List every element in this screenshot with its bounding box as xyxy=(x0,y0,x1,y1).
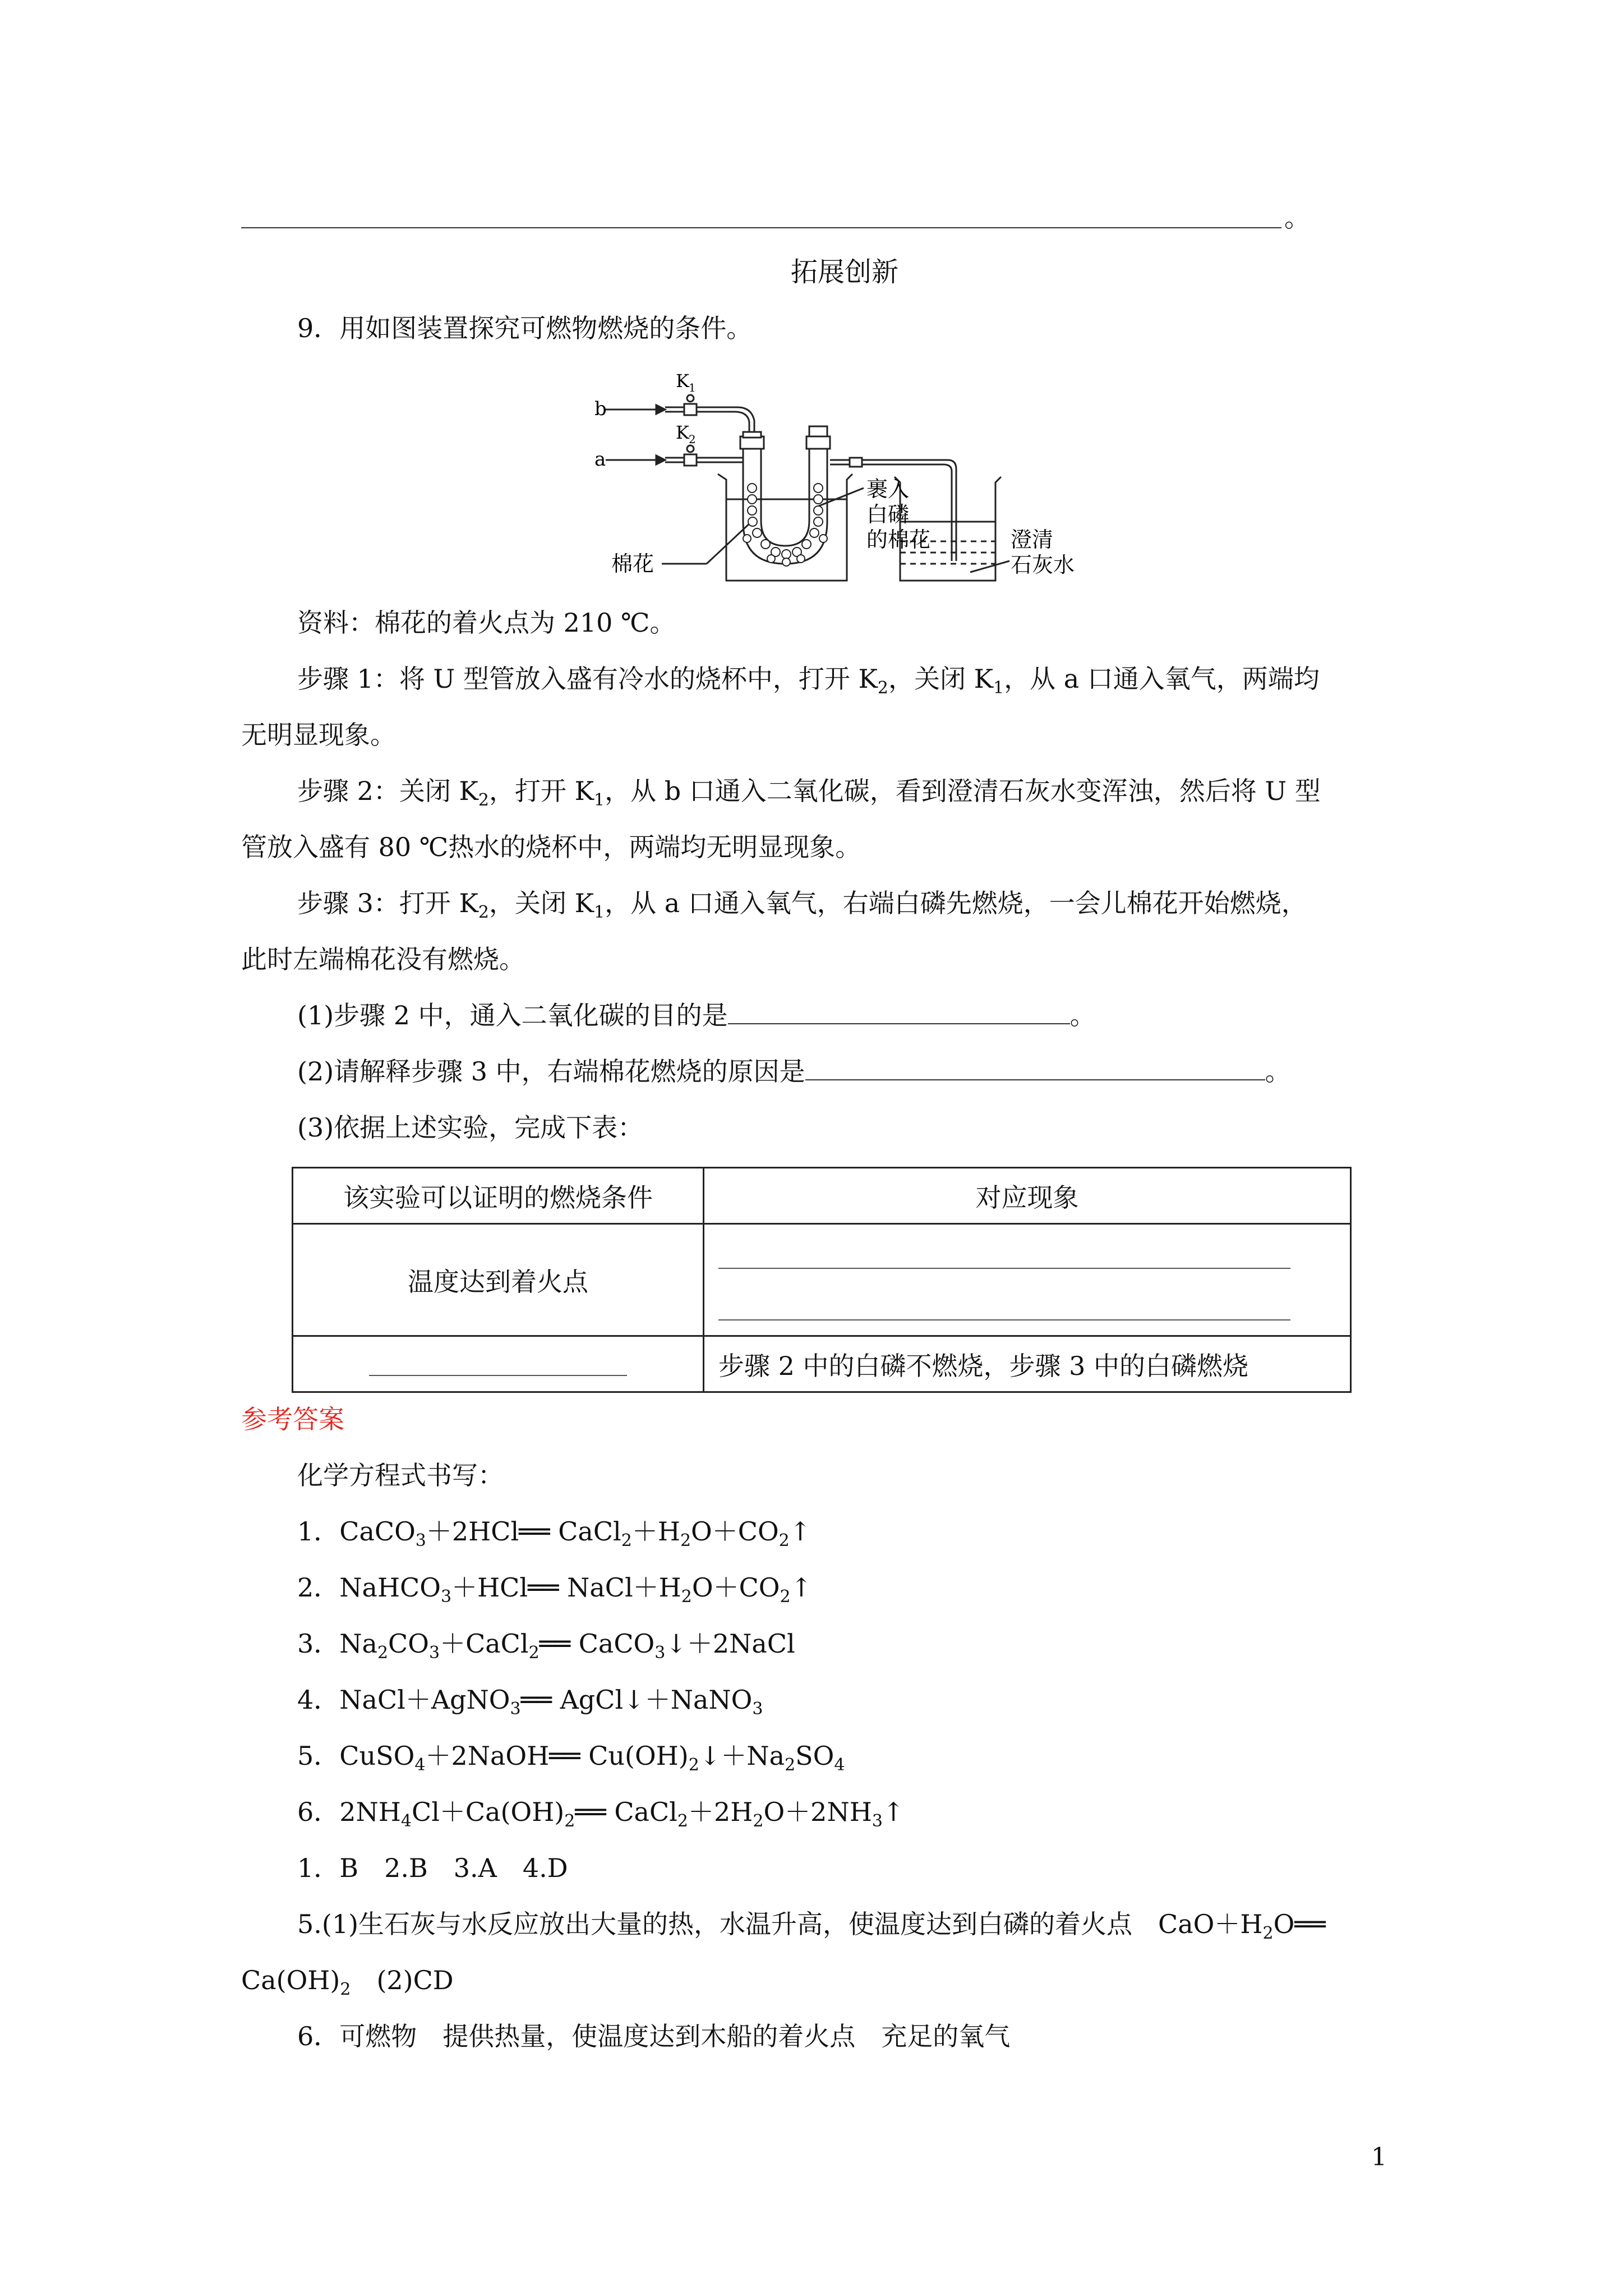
label-wrapped-1: 裹入 xyxy=(866,477,910,501)
step-3-cont: 此时左端棉花没有燃烧。 xyxy=(241,944,525,974)
step-2: 步骤 2：关闭 $K_2$，打开 $K_1$，从 b 口通入二氧化碳，看到澄清石灰水变浑浊，然后将 U 型 xyxy=(297,776,1321,810)
cotton-balls xyxy=(743,484,827,566)
answers-heading: 参考答案 xyxy=(241,1404,344,1434)
label-k2-sub: 2 xyxy=(689,432,696,446)
table-row xyxy=(293,1168,1351,1224)
sub-question-2: (2)请解释步骤 3 中，右端棉花燃烧的原因是 。 xyxy=(297,1056,1291,1087)
equation-3: 3．$Na_2CO_3+CaCl_2══$ CaCO$_3$↓＋2NaCl xyxy=(297,1628,795,1663)
sub-question-1: (1)步骤 2 中，通入二氧化碳的目的是 。 xyxy=(297,1000,1096,1030)
answer-blank-2[interactable] xyxy=(805,1058,1265,1080)
equation-5: 5．CuSO$_4$＋2NaOH══ $Cu(OH)_2↓+Na_2SO_4$ xyxy=(297,1741,845,1775)
question-9-stem: 9．用如图装置探究可燃物燃烧的条件。 xyxy=(297,313,753,343)
table-cell-temperature: 温度达到着火点 xyxy=(293,1224,704,1336)
step-1-cont: 无明显现象。 xyxy=(241,720,396,750)
label-wrapped-3: 的棉花 xyxy=(866,527,931,552)
label-limewater-2: 石灰水 xyxy=(1011,553,1075,577)
answer-blank-4[interactable] xyxy=(718,1269,1290,1320)
equation-2: 2．NaHCO$_3$＋HCl══ $NaCl+H_2O+CO_2↑$ xyxy=(297,1572,813,1607)
info-line: 资料：棉花的着火点为 210 ℃。 xyxy=(297,608,676,638)
top-answer-blank[interactable] xyxy=(241,199,1281,228)
step-3: 步骤 3：打开 $K_2$，关闭 $K_1$，从 a 口通入氧气，右端白磷先燃烧，一会儿棉花开始燃烧， xyxy=(297,888,1307,922)
top-end-mark: 。 xyxy=(1284,203,1310,233)
label-k1: K xyxy=(676,370,689,392)
equations-heading: 化学方程式书写： xyxy=(297,1460,504,1490)
table-row xyxy=(293,1336,1351,1392)
answer-blank-3[interactable] xyxy=(718,1240,1290,1269)
table-header-phenomenon: 对应现象 xyxy=(704,1168,1351,1224)
valve-k1-icon xyxy=(684,404,697,415)
answer-blank-1[interactable] xyxy=(728,1002,1070,1024)
table-cell-blank-condition xyxy=(293,1336,704,1392)
answer-6: 6．可燃物 提供热量，使温度达到木船的着火点 充足的氧气 xyxy=(297,2021,1011,2051)
equation-4: 4．NaCl＋AgNO$_3$══ AgCl↓＋NaNO$_3$ xyxy=(297,1685,763,1719)
equation-1: 1．CaCO$_3$＋2HCl══ $CaCl_2+H_2O+CO_2↑$ xyxy=(297,1516,811,1550)
label-limewater-1: 澄清 xyxy=(1011,527,1054,552)
label-b: b xyxy=(594,398,607,420)
table-row xyxy=(293,1224,1351,1336)
table-cell-phosphorus: 步骤 2 中的白磷不燃烧，步骤 3 中的白磷燃烧 xyxy=(704,1336,1351,1392)
step-1: 步骤 1：将 U 型管放入盛有冷水的烧杯中，打开 $K_2$，关闭 $K_1$，从 a 口通入氧气，两端均 xyxy=(297,664,1320,698)
sub-question-3: (3)依据上述实验，完成下表： xyxy=(297,1112,644,1143)
multiple-choice-answers: 1．B 2.B 3.A 4.D xyxy=(297,1853,568,1883)
label-cotton: 棉花 xyxy=(611,551,654,576)
section-title: 拓展创新 xyxy=(791,256,899,288)
answer-5-line-2: $Ca(OH)_2$ (2)CD xyxy=(241,1965,454,1999)
page-number: 1 xyxy=(1371,2143,1387,2171)
equation-6: 6．$2NH_4Cl+Ca(OH)_2══$ $CaCl_2+2H_2O+2NH_3↑$ xyxy=(297,1797,905,1831)
table-cell-blank-phenomenon xyxy=(704,1224,1351,1336)
step-2-cont: 管放入盛有 80 ℃热水的烧杯中，两端均无明显现象。 xyxy=(241,832,861,862)
conditions-table xyxy=(292,1167,1352,1393)
label-k2: K xyxy=(676,422,689,443)
apparatus-figure xyxy=(583,359,1122,595)
valve-k2-icon xyxy=(684,454,697,466)
answer-5-line-1: 5.(1)生石灰与水反应放出大量的热，水温升高，使温度达到白磷的着火点 $CaO+H_2O══$ xyxy=(297,1909,1326,1943)
answer-blank-5[interactable] xyxy=(369,1352,627,1376)
table-header-condition: 该实验可以证明的燃烧条件 xyxy=(293,1168,704,1224)
label-a: a xyxy=(594,448,606,471)
label-k1-sub: 1 xyxy=(689,381,696,394)
label-wrapped-2: 白磷 xyxy=(866,502,910,527)
